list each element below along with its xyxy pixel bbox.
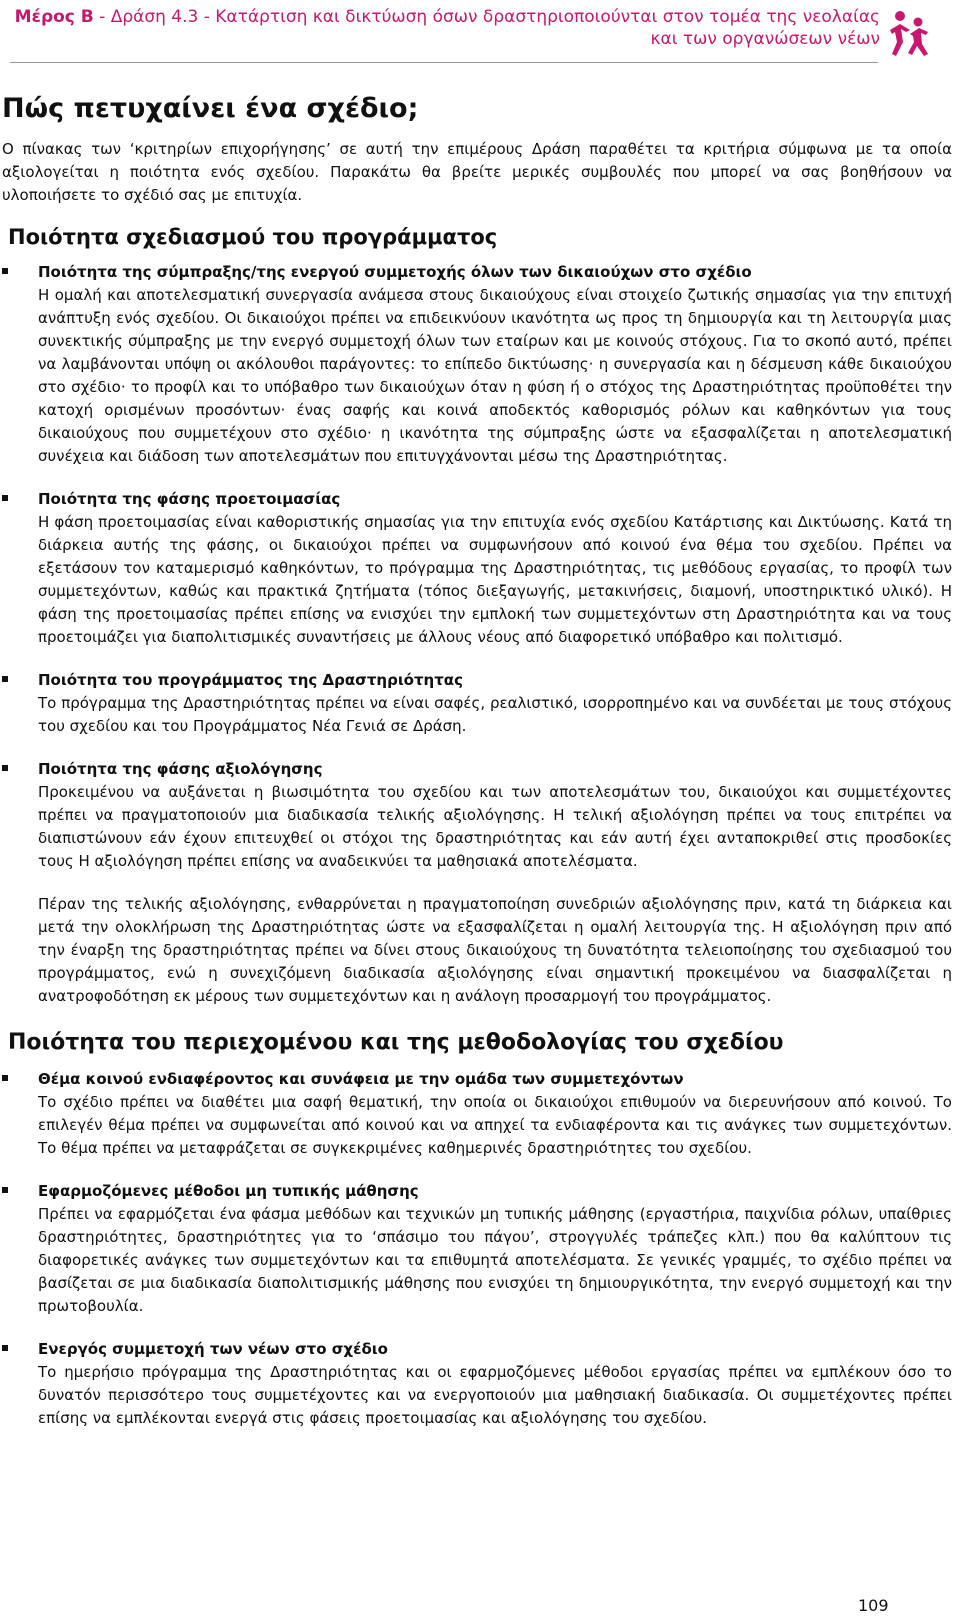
criterion-text: Το ημερήσιο πρόγραμμα της Δραστηριότητας και οι εφαρμοζόμενες μέθοδοι εργασίας πρέπει να εμπλέκουν όσο το δυνατόν περισσότερο τους συμμετέχοντες και να ενεργοποιούν μια μαθησιακή διαδικασία. Οι συμμετέχοντες πρέπει επίσης να εμπλέκονται ενεργά στις φάσεις προετοιμασίας και αξιολόγησης του σχεδίου.	[38, 1363, 952, 1427]
criterion-text: Προκειμένου να αυξάνεται η βιωσιμότητα του σχεδίου και των αποτελεσμάτων του, δικαιούχοι και συμμετέχοντες πρέπει να πραγματοποιούν μια διαδικασία τελικής αξιολόγησης. Η τελική αξιολόγηση πρέπει να τους επιτρέπει να διαπιστώνουν εάν έχουν επιτευχθεί οι στόχοι της δραστηριότητας και εάν αυτή έχει ανταποκριθεί στις προσδοκίες τους Η αξιολόγηση πρέπει επίσης να αναδεικνύει τα μαθησιακά αποτελέσματα.	[38, 783, 952, 870]
section-2-items	[0, 1068, 952, 1430]
intro-paragraph: Ο πίνακας των ‘κριτηρίων επιχορήγησης’ σε αυτή την επιμέρους Δράση παραθέτει τα κριτήρια σύμφωνα με τα οποία αξιολογείται η ποιότητα ενός σχεδίου. Παρακάτω θα βρείτε μερικές συμβουλές που μπορεί να σας βοηθήσουν να υλοποιήσετε το σχέδιό σας με επιτυχία.	[2, 140, 952, 204]
criterion-item	[0, 758, 952, 1008]
header-part: Μέρος Β	[14, 7, 94, 27]
criterion-item	[0, 1338, 952, 1430]
criterion-text: Πρέπει να εφαρμόζεται ένα φάσμα μεθόδων και τεχνικών μη τυπικής μάθησης (εργαστήρια, παιχνίδια ρόλων, υπαίθριες δραστηριότητες, δραστηριότητες για το ‘σπάσιμο του πάγου’, στρογγυλές τράπεζες κλπ.) που θα καλύπτουν τις διαφορετικές ανάγκες των συμμετεχόντων και τα επιθυμητά αποτελέσματα. Σε γενικές γραμμές, το σχέδιο πρέπει να βασίζεται σε μια διαδικασία διαπολιτισμικής μάθησης που ενισχύει τη δημιουργικότητα, την ενεργό συμμετοχή και την πρωτοβουλία.	[38, 1205, 952, 1315]
page-content	[0, 92, 952, 1450]
criterion-heading: Ποιότητα της φάσης προετοιμασίας	[38, 490, 341, 508]
criterion-item	[0, 1180, 952, 1318]
section-2-title: Ποιότητα του περιεχομένου και της μεθοδολογίας του σχεδίου	[8, 1030, 784, 1055]
square-bullet-icon	[2, 765, 8, 771]
criterion-text: Η ομαλή και αποτελεσματική συνεργασία ανάμεσα στους δικαιούχους είναι στοιχείο ζωτικής σημασίας για την επιτυχή ανάπτυξη ενός σχεδίου. Οι δικαιούχοι πρέπει να επιδεικνύουν ικανότητα ως προς τη δημιουργία και τη λειτουργία μιας συνεκτικής σύμπραξης με την ενεργό συμμετοχή όλων των εταίρων και με κοινούς στόχους. Για το σκοπό αυτό, πρέπει να λαμβάνονται υπόψη οι ακόλουθοι παράγοντες: το επίπεδο δικτύωσης· η συνεργασία και η δέσμευση κάθε δικαιούχου στο σχέδιο· το προφίλ και το υπόβαθρο των δικαιούχων όταν η φύση ή ο στόχος της Δραστηριότητας προϋποθέτει την κατοχή ορισμένων προσόντων· ένας σαφής και κοινά αποδεκτός καθορισμός ρόλων και καθηκόντων για τους δικαιούχους που συμμετέχουν στο σχέδιο· η ικανότητα της σύμπραξης ώστε να εξασφαλίζεται η αποτελεσματική συνέχεια και διάδοση των αποτελεσμάτων που επιτυγχάνονται μέσω της Δραστηριότητας.	[38, 286, 952, 465]
criterion-text: Η φάση προετοιμασίας είναι καθοριστικής σημασίας για την επιτυχία ενός σχεδίου Κατάρτισης και Δικτύωσης. Κατά τη διάρκεια αυτής της φάσης, οι δικαιούχοι πρέπει να συμφωνήσουν από κοινού ένα θέμα του σχεδίου. Πρέπει να εξετάσουν τον καταμερισμό καθηκόντων, το πρόγραμμα της Δραστηριότητας, τις μεθόδους εργασίας, το προφίλ των συμμετεχόντων, καθώς και πρακτικά ζητήματα (τόπος διεξαγωγής, μετακινήσεις, διαμονή, υποστηρικτικό υλικό). Η φάση της προετοιμασίας πρέπει επίσης να ενισχύει την εμπλοκή των συμμετεχόντων στη Δραστηριότητα και να τους προετοιμάζει για διαπολιτισμικές συναντήσεις με άλλους νέους από διαφορετικό υπόβαθρο και πολιτισμό.	[38, 513, 952, 646]
square-bullet-icon	[2, 1345, 8, 1351]
header-line-2: και των οργανώσεων νέων	[650, 29, 880, 49]
criterion-text: Πέραν της τελικής αξιολόγησης, ενθαρρύνεται η πραγματοποίηση συνεδριών αξιολόγησης πριν, κατά τη διάρκεια και μετά την ολοκλήρωση της Δραστηριότητας ώστε να εξασφαλίζεται η ομαλή λειτουργία της. Η αξιολόγηση πριν από την έναρξη της δραστηριότητας πρέπει να δίνει στους δικαιούχους τη δυνατότητα τελειοποίησης του σχεδιασμού του προγράμματος, ενώ η συνεχιζόμενη διαδικασία αξιολόγησης είναι σημαντική προκειμένου να διασφαλίζεται η ανατροφοδότηση εκ μέρους των συμμετεχόντων και η ανάλογη προσαρμογή του προγράμματος.	[38, 895, 952, 1005]
square-bullet-icon	[2, 1075, 8, 1081]
square-bullet-icon	[2, 1187, 8, 1193]
page-title: Πώς πετυχαίνει ένα σχέδιο;	[2, 93, 419, 124]
criterion-text: Το σχέδιο πρέπει να διαθέτει μια σαφή θεματική, την οποία οι δικαιούχοι επιθυμούν να διερευνήσουν από κοινού. Το επιλεγέν θέμα πρέπει να συμφωνείται από κοινού και να απηχεί τα ενδιαφέροντα και τις ανάγκες των συμμετεχόντων. Το θέμα πρέπει να μεταφράζεται σε συγκεκριμένες καθημερινές δραστηριότητες του σχεδίου.	[38, 1093, 952, 1157]
criterion-item	[0, 1068, 952, 1160]
criterion-heading: Ποιότητα της σύμπραξης/της ενεργού συμμετοχής όλων των δικαιούχων στο σχέδιο	[38, 263, 752, 281]
figures-logo-icon	[886, 8, 930, 58]
page-number: 109	[858, 1596, 889, 1615]
criterion-item	[0, 261, 952, 468]
criterion-item	[0, 669, 952, 738]
criterion-heading: Θέμα κοινού ενδιαφέροντος και συνάφεια με την ομάδα των συμμετεχόντων	[38, 1070, 684, 1088]
criterion-item	[0, 488, 952, 649]
criterion-text: Το πρόγραμμα της Δραστηριότητας πρέπει να είναι σαφές, ρεαλιστικό, ισορροπημένο και να συνδέεται με τους στόχους του σχεδίου και του Προγράμματος Νέα Γενιά σε Δράση.	[38, 694, 952, 735]
criterion-heading: Ποιότητα του προγράμματος της Δραστηριότητας	[38, 671, 463, 689]
section-1-items	[0, 261, 952, 1008]
criterion-heading: Ενεργός συμμετοχή των νέων στο σχέδιο	[38, 1340, 388, 1358]
header-line-1	[0, 6, 880, 28]
criterion-heading: Ποιότητα της φάσης αξιολόγησης	[38, 760, 323, 778]
square-bullet-icon	[2, 676, 8, 682]
square-bullet-icon	[2, 268, 8, 274]
section-1-title: Ποιότητα σχεδιασμού του προγράμματος	[8, 225, 498, 249]
header-action: - Δράση 4.3 - Κατάρτιση και δικτύωση όσων δραστηριοποιούνται στον τομέα της νεολαίας	[93, 7, 880, 27]
running-header	[0, 6, 880, 50]
square-bullet-icon	[2, 495, 8, 501]
header-rule	[10, 62, 878, 63]
criterion-heading: Εφαρμοζόμενες μέθοδοι μη τυπικής μάθησης	[38, 1182, 419, 1200]
